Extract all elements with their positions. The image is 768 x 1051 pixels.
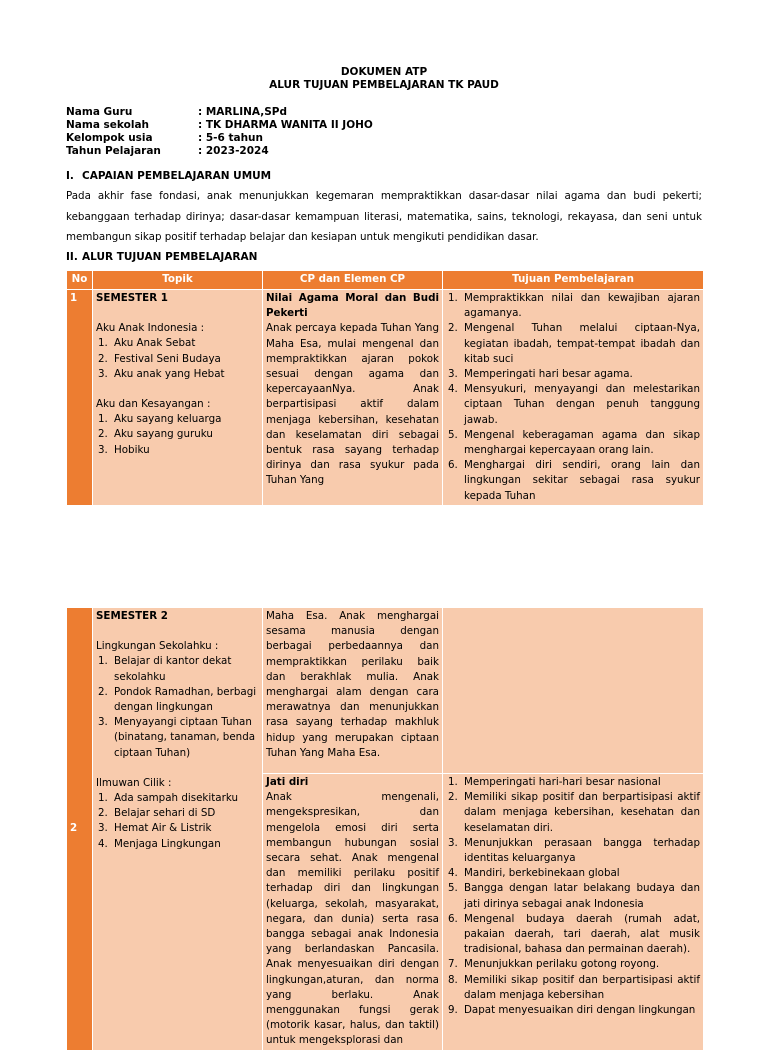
list-item: 3. Hemat Air & Listrik [98,822,212,835]
info-tahun-pelajaran: Tahun Pelajaran : 2023-2024 [66,145,269,157]
topic-list [96,336,259,382]
list-item: 1. Ada sampah disekitarku [98,792,239,805]
tujuan-list [446,775,700,1018]
semester-label: SEMESTER 2 [96,610,168,622]
list-item: 2. Mengenal Tuhan melalui ciptaan-Nya, kegiatan ibadah, tempat-tempat ibadah dan kitab suci [448,322,700,365]
list-item: 6. Mengenal budaya daerah (rumah adat, pakaian daerah, tari daerah, alat musik tradisional, bahasa dan permainan daerah). [448,912,700,956]
row-number: 1 [67,290,93,506]
list-item: 2. Festival Seni Budaya [98,352,221,365]
list-item: 2. Aku sayang guruku [98,428,213,441]
list-item: 9. Dapat menyesuaikan diri dengan lingkungan [448,1004,696,1017]
tujuan-cell [443,774,704,1051]
topic-group-title: Lingkungan Sekolahku : [96,640,219,653]
section-heading-1: I. CAPAIAN PEMBELAJARAN UMUM [66,170,272,182]
info-nama-sekolah: Nama sekolah : TK DHARMA WANITA II JOHO [66,119,373,131]
list-item: 5. Mengenal keberagaman agama dan sikap menghargai kepercayaan orang lain. [448,428,700,457]
topic-group-title: Aku Anak Indonesia : [96,322,205,335]
list-item: 3. Menunjukkan perasaan bangga terhadap identitas keluarganya [448,836,700,865]
list-item: 4. Menjaga Lingkungan [98,837,221,850]
topik-cell [93,290,263,506]
list-item: 2. Belajar sehari di SD [98,807,216,820]
list-item: 8. Memiliki sikap positif dan berpartisipasi aktif dalam menjaga kebersihan [448,973,700,1001]
list-item: 3. Menyayangi ciptaan Tuhan (binatang, tanaman, benda ciptaan Tuhan) [98,716,256,759]
cp-element-text-continued: Maha Esa. Anak menghargai sesama manusia dengan berbagai perbedaannya dan mempraktikkan perilaku baik dan berakhlak mulia. Anak menghargai alam dengan cara merawatnya dan menunjukkan rasa sayang terhadap makhluk hidup yang merupakan ciptaan Tuhan Yang Maha Esa. [266,610,439,759]
list-item: 6. Menghargai diri sendiri, orang lain dan lingkungan sekitar sebagai rasa syukur kepada Tuhan [448,459,700,502]
list-item: 1. Aku sayang keluarga [98,413,222,426]
list-item: 5. Bangga dengan latar belakang budaya dan jati dirinya sebagai anak Indonesia [448,882,700,910]
topic-list [96,412,259,458]
topic-list [96,654,259,760]
cp-element-text: Anak mengenali, mengekspresikan, dan mengelola emosi diri serta membangun hubungan sosial secara sehat. Anak mengenal dan memiliki perilaku positif terhadap diri dan lingkungan (keluarga, sekolah, masyarakat, negara, dan dunia) serta rasa bangga sebagai anak Indonesia yang berlandaskan Pancasila. Anak menyesuaikan diri dengan lingkungan,aturan, dan norma yang berlaku. Anak menggunakan fungsi gerak (motorik kasar, halus, dan taktil) untuk mengeksplorasi dan [266,791,439,1047]
topic-group-title: Aku dan Kesayangan : [96,398,211,411]
list-item: 4. Mensyukuri, menyayangi dan melestarikan ciptaan Tuhan dengan penuh tanggung jawab. [448,383,700,426]
list-item: 3. Hobiku [98,443,150,456]
table-row [67,290,704,506]
tujuan-cell-empty [443,608,704,774]
cp-cell [263,774,443,1051]
cp-umum-paragraph: Pada akhir fase fondasi, anak menunjukkan kegemaran mempraktikkan dasar-dasar nilai agama dan budi pekerti; kebanggaan terhadap dirinya; dasar-dasar kemampuan literasi, matematika, sains, teknologi, rekayasa, dan seni untuk membangun sikap positif terhadap belajar dan kesiapan untuk mengikuti pendidikan dasar. [66,190,702,244]
info-nama-guru: Nama Guru : MARLINA,SPd [66,106,287,118]
cp-element-title: Nilai Agama Moral dan Budi Pekerti [266,292,439,320]
list-item: 7. Menunjukkan perilaku gotong royong. [448,958,660,971]
list-item: 1. Memperingati hari-hari besar nasional [448,776,661,788]
cp-cell [263,290,443,506]
topic-group-title: Ilmuwan Cilik : [96,776,172,789]
list-item: 4. Mandiri, berkebinekaan global [448,867,620,880]
header-tujuan: Tujuan Pembelajaran [443,271,704,290]
tujuan-list [446,291,700,504]
header-no: No [67,271,93,290]
semester-label: SEMESTER 1 [96,292,168,304]
atp-table-page1 [66,270,704,506]
header-topik: Topik [93,271,263,290]
topic-list [96,791,259,852]
list-item: 1. Belajar di kantor dekat sekolahku [98,655,232,683]
header-cp: CP dan Elemen CP [263,271,443,290]
doc-subtitle: ALUR TUJUAN PEMBELAJARAN TK PAUD [269,79,499,91]
list-item: 3. Memperingati hari besar agama. [448,368,633,381]
list-item: 2. Memiliki sikap positif dan berpartisipasi aktif dalam menjaga kebersihan, kesehatan dan keselamatan diri. [448,791,700,834]
row-number: 2 [67,608,93,1051]
cp-element-text: Anak percaya kepada Tuhan Yang Maha Esa, mulai mengenal dan mempraktikkan ajaran pokok sesuai dengan agama dan kepercayaanNya. Anak berpartisipasi aktif dalam menjaga kebersihan, kesehatan dan keselamatan diri sebagai bentuk rasa sayang terhadap dirinya dan rasa syukur pada Tuhan Yang [266,322,439,487]
list-item: 1. Aku Anak Sebat [98,337,196,350]
table-row [67,608,704,774]
cp-cell [263,608,443,774]
topik-cell [93,608,263,1051]
cp-element-title: Jati diri [266,776,309,788]
info-kelompok-usia: Kelompok usia : 5-6 tahun [66,132,264,144]
doc-title: DOKUMEN ATP [340,66,428,78]
list-item: 2. Pondok Ramadhan, berbagi dengan lingkungan [98,685,257,714]
atp-table-page2 [66,607,704,1051]
list-item: 3. Aku anak yang Hebat [98,367,225,380]
list-item: 1. Mempraktikkan nilai dan kewajiban ajaran agamanya. [448,292,700,320]
tujuan-cell [443,290,704,506]
section-heading-2: II. ALUR TUJUAN PEMBELAJARAN [66,251,258,263]
